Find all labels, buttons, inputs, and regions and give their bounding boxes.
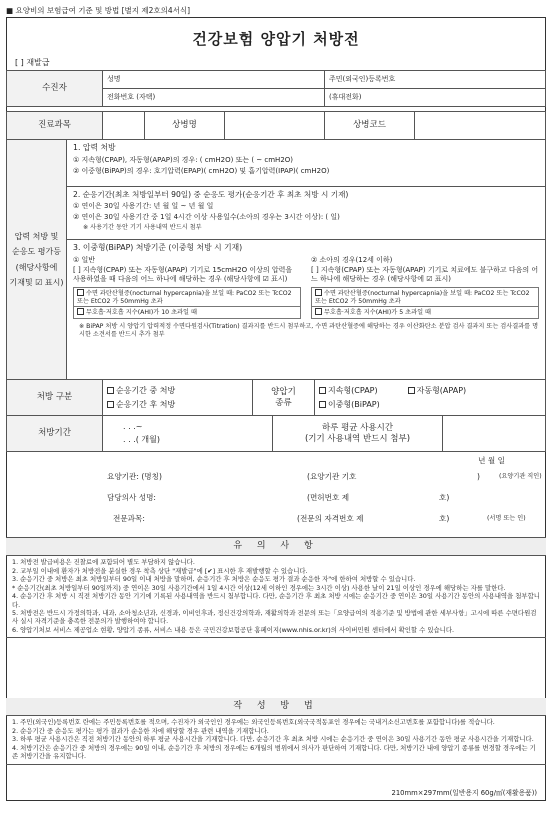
checkbox-icon: [319, 387, 326, 394]
precaution-item: 2. 교부일 이내에 환자가 처방전을 분실한 경우 착측 상단 "재발급"에 [✔] 표시한 후 재발행할 수 있습니다.: [12, 566, 308, 575]
period-label: 처방기간: [7, 416, 103, 452]
prescription-form: [6, 17, 546, 801]
general-option-ahi[interactable]: [73, 307, 301, 319]
paper-spec-footer: 210mm×297mm(일반용지 60g/㎡(재활용품)): [391, 788, 537, 797]
device-label-line: 종류: [275, 397, 292, 408]
disease-value[interactable]: [225, 112, 325, 140]
general-body[interactable]: [ ] 지속형(CPAP) 또는 자동형(APAP) 기기로 15cmH2O 이상의 압력을 사용하였을 때 다음의 어느 하나에 해당하는 경우 (해당사항에 ☑ 표시): [73, 266, 293, 284]
child-option-ahi[interactable]: [311, 307, 539, 319]
precautions-list: [6, 556, 546, 637]
pressure-section: [67, 140, 545, 187]
pressure-title: 1. 압력 처방: [73, 143, 116, 152]
cert-close: 호): [439, 514, 450, 523]
option-text: 무호흡·저호흡 지수(AHI)가 10 초과일 때: [86, 309, 197, 317]
compliance-days-line[interactable]: ② 연이은 30일 사용기간 중 1일 4시간 이상 사용일수(소아의 경우는 3시간 이상): ( 일): [73, 213, 340, 222]
name-field[interactable]: 성명: [103, 71, 325, 89]
checkbox-icon: [77, 289, 84, 296]
general-title: ① 일반: [73, 255, 96, 264]
device-label: [253, 380, 315, 416]
bipap-title: 3. 이중형(BiPAP) 처방기준 (이중형 처방 시 기재): [73, 243, 243, 252]
general-option-hypercapnia[interactable]: [73, 287, 301, 308]
instruction-item: 4. 처방기간은 순응기간 중 처방의 경우에는 90일 이내, 순응기간 후 처방의 경우에는 6개월의 범위에서 의사가 판단하여 기재합니다. 다만, 처방기간 내에 양압기 종류를 변경할 경우에는 기존 처방기간을 유지합니다.: [12, 743, 536, 761]
instruction-item: 1. 주민(외국인)등록번호 란에는 주민등록번호를 적으며, 수진자가 외국인인 경우에는 외국인등록번호(외국국적동포인 경우에는 국내거소신고번호를 포함합니다)를 적습니다.: [12, 718, 495, 727]
child-title: ② 소아의 경우(12세 이하): [311, 255, 393, 264]
form-reference-note: ■ 요양비의 보험급여 기준 및 방법 [별지 제2호의4서식]: [6, 6, 191, 15]
category-table: [6, 379, 546, 416]
institution-name[interactable]: 요양기관: (명칭): [107, 472, 162, 481]
child-option-hypercapnia[interactable]: [311, 287, 539, 308]
period-dates[interactable]: [103, 416, 273, 452]
patient-label: 수진자: [7, 71, 103, 107]
specialist-cert-number[interactable]: (전문의 자격번호 제: [297, 514, 364, 523]
device-opt-cpap[interactable]: [319, 384, 378, 398]
compliance-note: ※ 사용기간 동안 기기 사용내역 반드시 첨부: [83, 223, 202, 231]
reissue-checkbox[interactable]: [ ] 재발급: [15, 58, 50, 67]
usage-label-line: (기기 사용내역 반드시 첨부): [304, 433, 411, 444]
device-label-line: 양압기: [271, 386, 296, 397]
checkbox-icon: [408, 387, 415, 394]
precautions-title: 유 의 사 항: [6, 538, 546, 556]
signature-area: [7, 454, 545, 536]
category-opt-after[interactable]: [107, 398, 248, 412]
category-label: 처방 구분: [7, 380, 103, 416]
dept-label: 진료과목: [7, 112, 103, 140]
titration-note: ※ BiPAP 처방 시 양압기 압력적정 수면다원검사(Titration) 결과지를 반드시 첨부하고, 수면 과탄산혈증에 해당하는 경우 이산화탄소 분압 검사 결과지 또는 검사결과를 명시한 소견서를 반드시 추가 첨부: [79, 323, 539, 338]
checkbox-icon: [107, 401, 114, 408]
instructions-section: [6, 698, 546, 765]
code-value[interactable]: [415, 112, 546, 140]
institution-code-close: ): [477, 472, 480, 481]
option-text: 수면 과탄산혈증(nocturnal hypercapnia)을 보일 때: PaCO2 또는 TcCO2 또는 EtCO2 가 50mmHg 초과: [315, 289, 530, 305]
option-text: 이중형(BiPAP): [328, 399, 380, 409]
criteria-label-line: (해당사항에: [15, 262, 58, 272]
usage-label-line: 하루 평균 사용시간: [321, 422, 394, 433]
device-opt-apap[interactable]: [408, 384, 467, 398]
criteria-table: [6, 139, 546, 380]
option-text: 지속형(CPAP): [328, 385, 378, 395]
precaution-item: 3. 순응기간 중 처방은 최초 처방일부터 90일 이내 처방을 말하며, 순응기간 후 처방은 순응도 평가 결과 순응한 자"에 한하여 처방할 수 있습니다.: [12, 575, 416, 584]
option-text: 무호흡·저호흡 지수(AHI)가 5 초과일 때: [324, 309, 432, 317]
instruction-item: 3. 하루 평균 사용시간은 직전 처방기간 동안의 하루 평균 사용시간을 기재합니다. 다만, 순응기간 후 최초 처방 시에는 순응기간 중 연이은 30일 사용기간 동안 평균 사용시간을 기재합니다.: [12, 735, 534, 744]
instruction-item: 2. 순응기간 중 순응도 평가는 평가 결과가 순응한 자에 해당할 경우 관련 내역을 기재합니다.: [12, 726, 269, 735]
license-close: 호): [439, 493, 450, 502]
compliance-period-line[interactable]: ① 연이은 30일 사용기간: 년 월 일 ~ 년 월 일: [73, 202, 214, 211]
device-options: [315, 380, 546, 416]
precaution-item: * 순응기간(최초 처방일부터 90일까지) 중 연이은 30일 사용기간에서 1일 4시간 이상(12세 이하인 경우에는 3시간 이상) 사용한 날이 21일 이상인 경우에 해당하는 자를 말한다.: [12, 583, 506, 592]
institution-code[interactable]: (요양기관 기호: [307, 472, 357, 481]
precaution-item: 1. 처방전 발급비용은 진찰료에 포함되어 별도 부담하지 않습니다.: [12, 558, 195, 567]
option-text: 자동형(APAP): [416, 385, 467, 395]
usage-label: [273, 416, 443, 452]
patient-table: [6, 70, 546, 107]
issue-date[interactable]: 년 월 일: [478, 456, 505, 465]
period-end: . . .( 개월): [123, 434, 160, 444]
mobile-field[interactable]: (휴대전화): [325, 89, 546, 107]
precautions-section: [6, 537, 546, 638]
criteria-label-line: 기재및 ☑ 표시): [9, 277, 64, 287]
instructions-list: [6, 716, 546, 763]
license-number[interactable]: (면허번호 제: [307, 493, 350, 502]
criteria-label-line: 순응도 평가등: [12, 247, 61, 257]
criteria-label: [7, 140, 67, 380]
precaution-item: 4. 순응기간 후 처방 시 직전 처방기간 동안 기기에 기록된 사용내역을 반드시 첨부합니다. 다만, 순응기간 후 최초 처방 시에는 순응기간 중 연이은 30일 사용기간 동안의 사용내역을 첨부합니다.: [12, 592, 540, 609]
compliance-section: [67, 187, 545, 240]
pressure-cpap-line[interactable]: ① 지속형(CPAP), 자동형(APAP)의 경우: ( cmH2O) 또는 ( ~ cmH2O): [73, 155, 294, 164]
usage-value[interactable]: [443, 416, 546, 452]
criteria-label-line: 압력 처방 및: [14, 232, 59, 242]
department-table: [6, 111, 546, 140]
checkbox-icon: [107, 387, 114, 394]
category-options: [103, 380, 253, 416]
instructions-title: 작 성 방 법: [6, 698, 546, 716]
doctor-name[interactable]: 담당의사 성명:: [107, 493, 156, 502]
code-label: 상병코드: [325, 112, 415, 140]
criteria-body: [67, 140, 546, 380]
option-text: 순응기간 중 처방: [116, 385, 176, 395]
signature-note: (서명 또는 인): [487, 515, 526, 522]
checkbox-icon: [315, 289, 322, 296]
device-opt-bipap[interactable]: [319, 398, 541, 412]
option-text: 순응기간 후 처방: [116, 399, 176, 409]
precaution-item: 6. 양압기처보 서비스 제공업소 현황, 양압기 종류, 서비스 내용 등은 국민건강보험공단 홈페이지(www.nhis.or.kr)의 사이버민원 센터에서 확인할 수 있습니다.: [12, 625, 455, 634]
rrn-field[interactable]: 주민(외국인)등록번호: [325, 71, 546, 89]
pressure-bipap-line[interactable]: ② 이중형(BiPAP)의 경우: 호기압력(EPAP)( cmH2O) 및 흡기압력(IPAP)( cmH2O): [73, 167, 330, 176]
institution-seal-label: (요양기관 직인): [499, 473, 542, 480]
phone-field[interactable]: 전화번호 (자택): [103, 89, 325, 107]
child-column: [311, 256, 539, 320]
compliance-title: 2. 순응기간(최초 처방일부터 90일) 중 순응도 평가(순응기간 후 최초 처방 시 기재): [73, 190, 349, 199]
period-table: [6, 415, 546, 452]
dept-value[interactable]: [103, 112, 145, 140]
bipap-section: [67, 240, 545, 342]
general-column: [73, 256, 301, 320]
checkbox-icon: [77, 308, 84, 315]
checkbox-icon: [319, 401, 326, 408]
category-opt-during[interactable]: [107, 384, 248, 398]
disease-label: 상병명: [145, 112, 225, 140]
child-body[interactable]: [ ] 지속형(CPAP) 또는 자동형(APAP) 기기로 치료에도 불구하고 다음의 어느 하나에 해당하는 경우 (해당사항에 ☑ 표시): [311, 266, 539, 284]
precaution-item: 5. 처방전은 반드시 가정의학과, 내과, 소아청소년과, 신경과, 이비인후과, 정신건강의학과, 재활의학과 전문의 또는「요양급여의 적용기준 및 방법에 관한 세부사항」고시에 따른 수면다원검사 실시 자격기준을 충족한 전문의가 발행하여야 합니다.: [12, 608, 537, 626]
checkbox-icon: [315, 308, 322, 315]
page-title: 건강보험 양압기 처방전: [192, 30, 360, 48]
specialty[interactable]: 전문과목:: [113, 514, 145, 523]
option-text: 수면 과탄산혈증(nocturnal hypercapnia)을 보일 때: PaCO2 또는 TcCO2 또는 EtCO2 가 50mmHg 초과: [77, 289, 292, 305]
period-start: . . .~: [123, 421, 143, 431]
